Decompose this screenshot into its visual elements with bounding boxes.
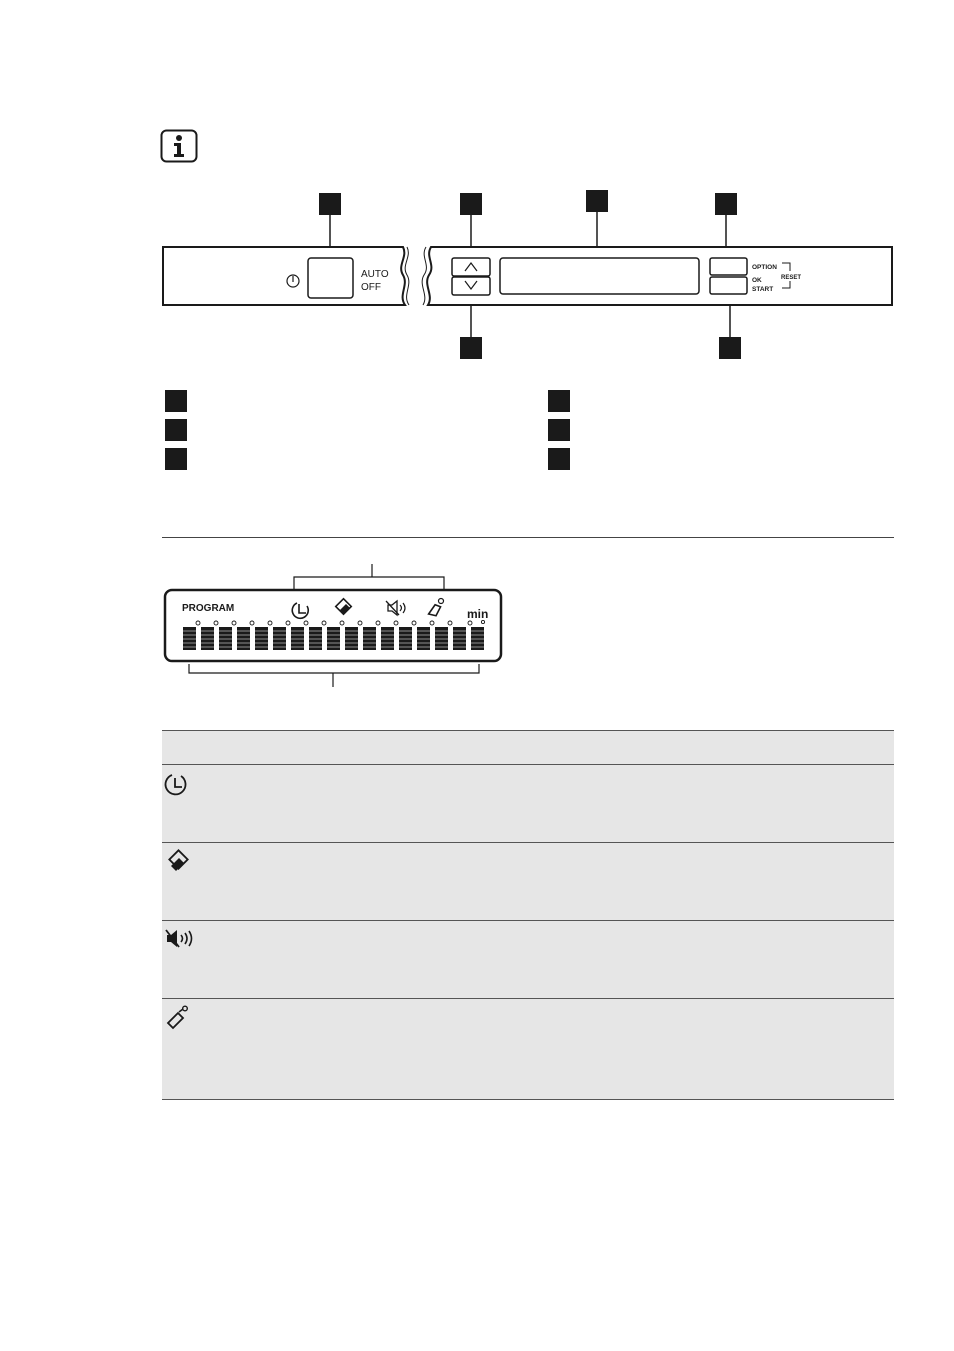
legend-marker — [165, 390, 187, 412]
auto-off-label-line1: AUTO — [361, 269, 389, 280]
ok-start-button — [710, 277, 747, 294]
up-button — [452, 258, 490, 276]
display-diagram — [160, 556, 510, 690]
option-label: OPTION — [752, 264, 777, 271]
down-button — [452, 277, 490, 295]
callout-marker — [715, 193, 737, 215]
legend-marker — [548, 390, 570, 412]
table-row — [162, 765, 894, 843]
legend-marker — [548, 419, 570, 441]
reset-label: RESET — [781, 275, 802, 281]
program-label: PROGRAM — [182, 603, 235, 614]
table-row — [162, 999, 894, 1100]
power-button — [308, 258, 353, 298]
info-icon — [160, 129, 198, 163]
auto-off-label-line2: OFF — [361, 282, 381, 293]
table-header — [162, 730, 894, 765]
table-row — [162, 843, 894, 921]
section-divider — [162, 537, 894, 538]
character-cells — [183, 627, 484, 650]
legend-marker — [165, 448, 187, 470]
callout-marker — [460, 337, 482, 359]
lcd-frame — [165, 590, 501, 661]
table-row — [162, 921, 894, 999]
callout-marker — [719, 337, 741, 359]
callout-marker — [319, 193, 341, 215]
option-button — [710, 258, 747, 275]
rinse-aid-icon — [164, 1005, 194, 1031]
ok-label: OK — [752, 277, 762, 284]
delay-clock-icon — [164, 771, 194, 797]
legend-marker — [548, 448, 570, 470]
salt-refill-icon — [164, 849, 194, 875]
sound-mute-icon — [164, 927, 194, 953]
callout-marker — [586, 190, 608, 212]
start-label: START — [752, 286, 774, 293]
min-label: min — [467, 607, 489, 621]
indicator-table — [162, 730, 894, 1100]
panel-display — [500, 258, 699, 294]
callout-marker — [460, 193, 482, 215]
legend-marker — [165, 419, 187, 441]
control-panel-diagram — [155, 185, 900, 360]
